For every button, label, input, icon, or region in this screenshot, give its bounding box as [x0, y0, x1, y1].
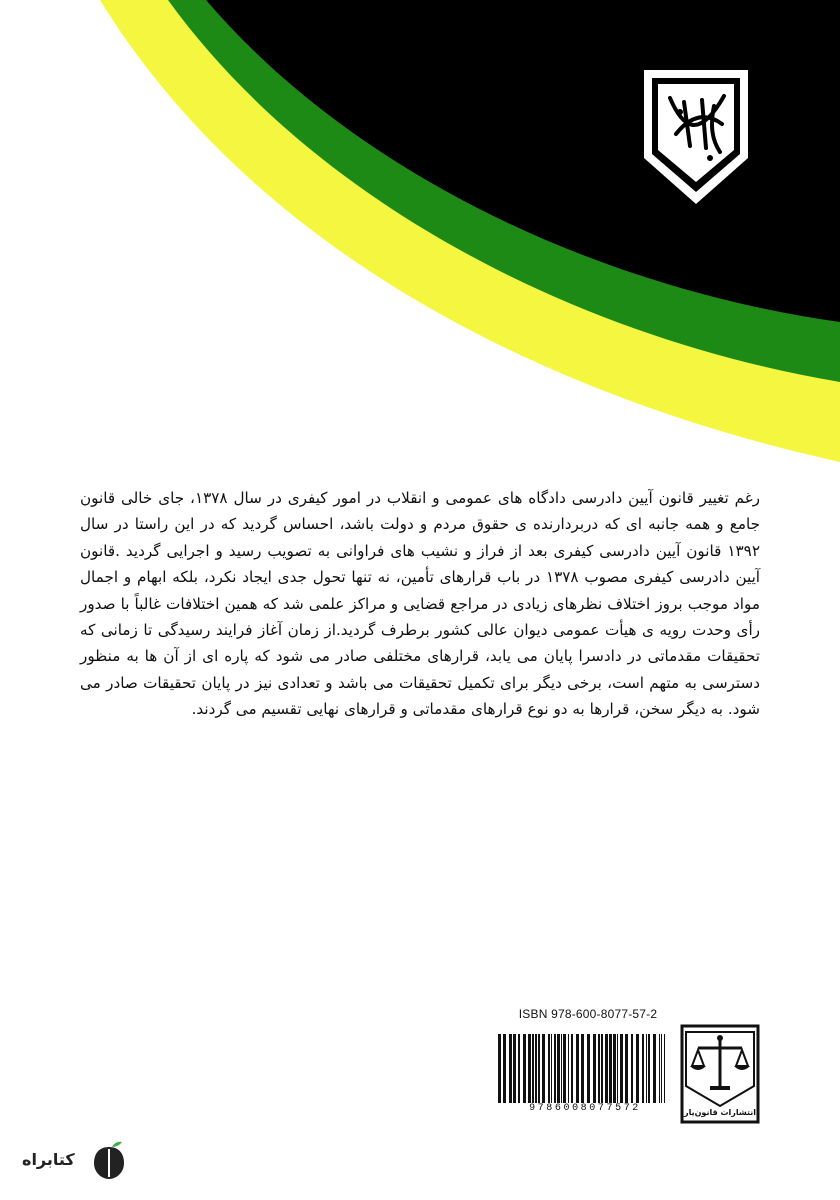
barcode-bar	[509, 1034, 512, 1104]
barcode-bar	[642, 1034, 644, 1104]
barcode-bar	[535, 1034, 537, 1104]
barcode-bar	[636, 1034, 639, 1104]
blurb-line: اجمال مواد موجب بروز اختلاف نظرهای زیادی در مراجع قضایی و مراکز علمی شد که	[80, 568, 761, 613]
barcode-bar	[587, 1034, 590, 1104]
ketabrah-logo-icon	[92, 1141, 126, 1181]
barcode-bar	[659, 1034, 660, 1104]
barcode-bar	[581, 1034, 584, 1104]
barcode-bar	[542, 1034, 545, 1104]
barcode-bar	[563, 1034, 566, 1104]
barcode-bar	[617, 1034, 618, 1104]
barcode-bar	[576, 1034, 579, 1104]
barcode-bar	[648, 1034, 650, 1104]
barcode-bar	[620, 1034, 623, 1104]
barcode-bar	[513, 1034, 516, 1104]
barcode-bar	[598, 1034, 600, 1104]
blurb-line: نهایی تقسیم می گردند.	[191, 700, 340, 719]
blurb-line: برطرف گردید.از زمان آغاز فرایند رسیدگی تا زمانی که تحقیقات مقدماتی در دادسرا	[80, 621, 760, 666]
barcode-bar	[609, 1034, 612, 1104]
barcode-bar	[528, 1034, 531, 1104]
barcode-bar	[498, 1034, 501, 1104]
blurb-line: رغم تغییر قانون آیین دادرسی دادگاه های عمومی و انقلاب در امور کیفری در سال ۱۳۷۸،	[190, 489, 760, 507]
watermark-text: کتابراه	[22, 1150, 75, 1169]
blurb-line: به متهم است، برخی دیگر برای تکمیل تحقیقات می باشد و تعدادی نیز در پایان	[201, 673, 697, 692]
barcode-bar	[554, 1034, 556, 1104]
barcode-bar	[518, 1034, 520, 1104]
ean-digits: 9786008077572	[492, 1103, 678, 1114]
blurb-line: مصوب ۱۳۷۸ در باب قرارهای تأمین، نه تنها تحول جدی ایجاد نکرد، بلکه ابهام و	[123, 568, 628, 587]
blurb-line: همین اختلافات غالباً با صدور رأی وحدت رویه ی هیأت عمومی دیوان عالی کشور	[80, 594, 760, 640]
barcode-bar	[561, 1034, 562, 1104]
barcode-bar	[605, 1034, 608, 1104]
barcode-bar	[538, 1034, 540, 1104]
barcode-bar	[548, 1034, 550, 1104]
barcode-bar	[631, 1034, 633, 1104]
barcode-bar	[551, 1034, 552, 1104]
back-cover-blurb	[80, 485, 760, 723]
barcode-bar	[571, 1034, 573, 1104]
barcode-bar	[613, 1034, 616, 1104]
barcode-bar	[601, 1034, 603, 1104]
barcode-bar	[646, 1034, 647, 1104]
blurb-line: احساس گردید که در این راستا در سال ۱۳۹۲ قانون آیین دادرسی کیفری بعد از	[80, 515, 760, 560]
publisher-name: انتشارات قانون‌یار	[683, 1108, 757, 1117]
barcode-bar	[625, 1034, 628, 1104]
blurb-line: جای خالی قانون جامع و همه جانبه ای که دربردارنده ی حقوق مردم و دولت باشد،	[80, 489, 760, 534]
barcode-bar	[661, 1034, 662, 1104]
barcode-bar	[593, 1034, 596, 1104]
isbn-label: ISBN 978-600-8077-57-2	[518, 1007, 658, 1021]
publisher-emblem-icon	[640, 66, 752, 208]
barcode-bar	[568, 1034, 569, 1104]
barcode-bar	[523, 1034, 526, 1104]
blurb-line: فراز و نشیب های فراوانی به تصویب رسید و اجرایی گردید .قانون آیین دادرسی کیفری	[80, 541, 761, 587]
blurb-line: پایان می یابد، قرارهای مختلفی صادر می شود که پاره ای از آن ها به منظور دسترسی	[80, 647, 761, 692]
barcode-bar	[532, 1034, 534, 1104]
barcode-bar	[664, 1034, 665, 1104]
barcode-bar	[653, 1034, 656, 1104]
barcode-bar	[557, 1034, 560, 1104]
barcode-bar	[503, 1034, 506, 1104]
blurb-line: تحقیقات صادر می شود. به دیگر سخن، قرارها به دو نوع قرارهای مقدماتی و قرارهای	[80, 673, 760, 719]
